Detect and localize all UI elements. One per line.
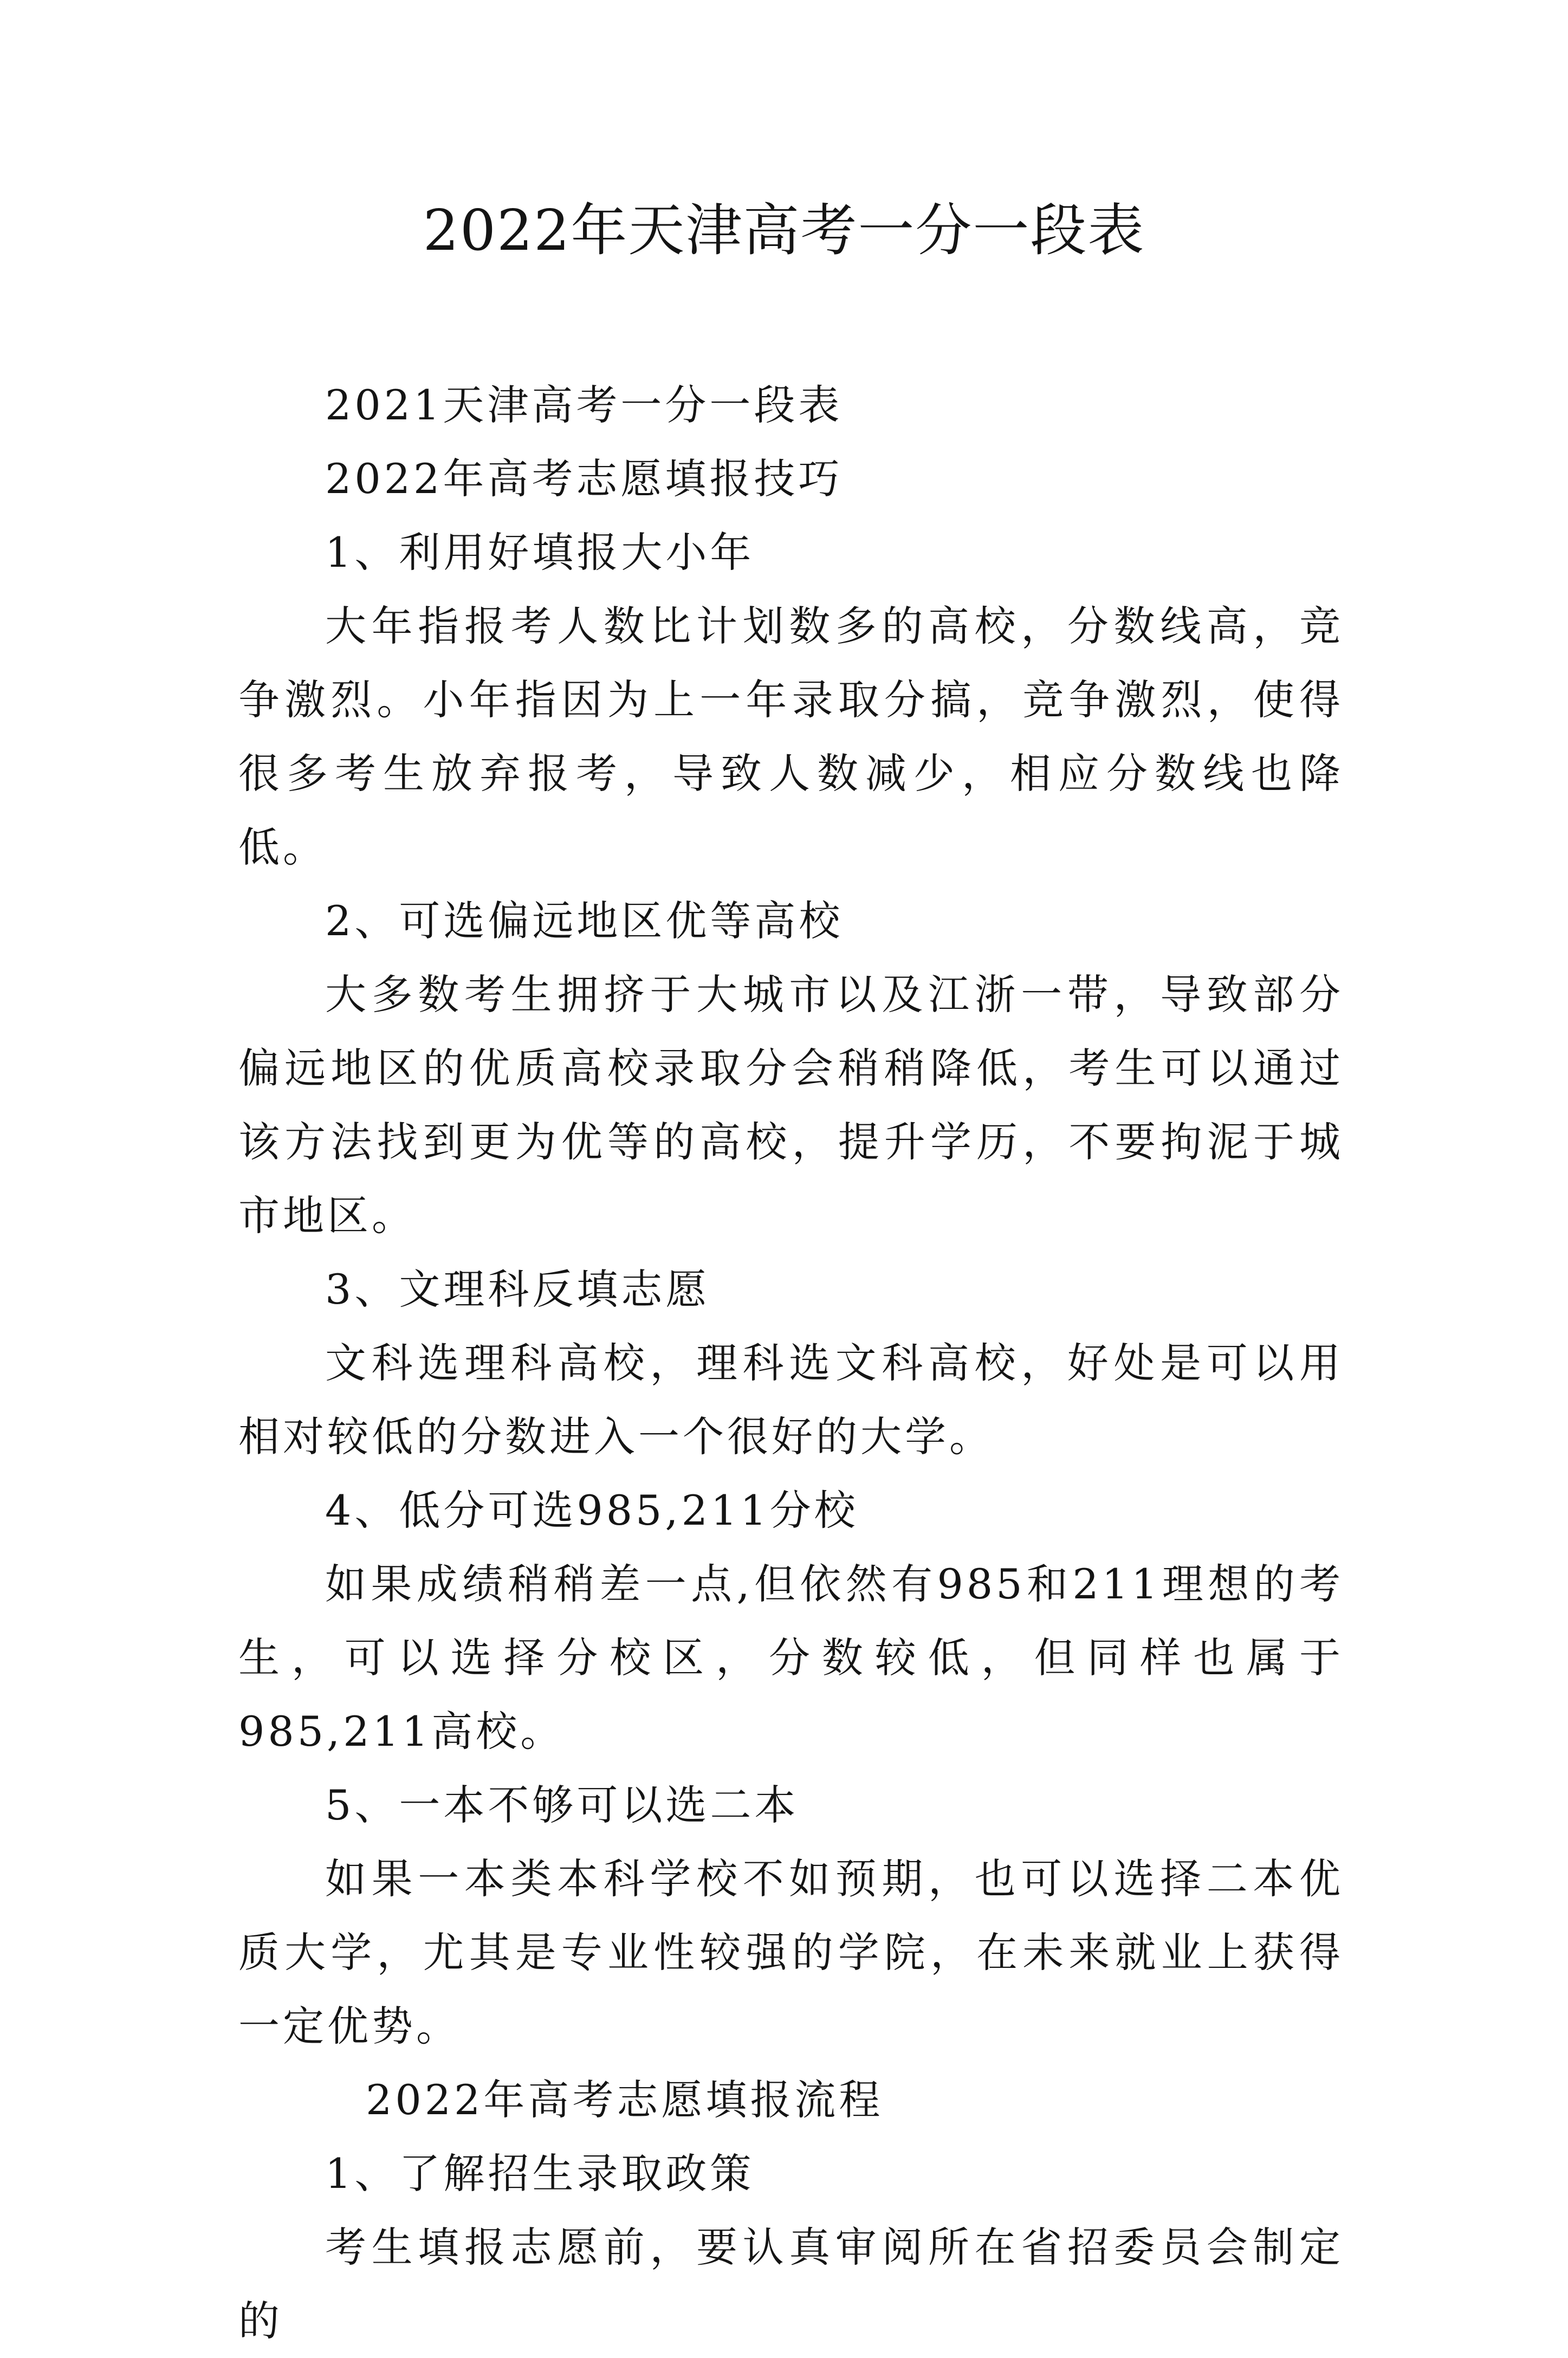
section-heading-process: 2022年高考志愿填报流程	[366, 2076, 884, 2124]
tip-heading-4: 4、低分可选985,211分校	[325, 1486, 859, 1534]
tip-heading-2: 2、可选偏远地区优等高校	[325, 897, 844, 945]
tip-paragraph-1: 大年指报考人数比计划数多的高校，分数线高，竞争激烈。小年指因为上一年录取分搞，竞争激烈，使得很多考生放弃报考，导致人数减少，相应分数线也降低。	[238, 602, 1344, 871]
tip-paragraph-3: 文科选理科高校，理科选文科高校，好处是可以用相对较低的分数进入一个很好的大学。	[238, 1339, 1344, 1461]
tip-heading-3: 3、文理科反填志愿	[325, 1265, 710, 1313]
tip-paragraph-2: 大多数考生拥挤于大城市以及江浙一带，导致部分偏远地区的优质高校录取分会稍稍降低，考生可以通过该方法找到更为优等的高校，提升学历，不要拘泥于城市地区。	[238, 970, 1344, 1240]
paragraph-link-2021-table: 2021天津高考一分一段表	[325, 381, 843, 429]
tip-paragraph-5: 如果一本类本科学校不如预期，也可以选择二本优质大学，尤其是专业性较强的学院，在未来就业上获得一定优势。	[238, 1855, 1344, 2050]
tip-heading-1: 1、利用好填报大小年	[325, 528, 755, 576]
document-title: 2022年天津高考一分一段表	[423, 197, 1145, 263]
process-heading-1: 1、了解招生录取政策	[325, 2149, 755, 2198]
section-heading-tips: 2022年高考志愿填报技巧	[325, 455, 843, 503]
document-body	[238, 368, 1344, 2358]
tip-heading-5: 5、一本不够可以选二本	[325, 1781, 799, 1829]
tip-paragraph-4: 如果成绩稍稍差一点,但依然有985和211理想的考生，可以选择分校区，分数较低，但同样也属于985,211高校。	[238, 1560, 1344, 1755]
process-paragraph-1: 考生填报志愿前，要认真审阅所在省招委员会制定的	[238, 2223, 1344, 2345]
